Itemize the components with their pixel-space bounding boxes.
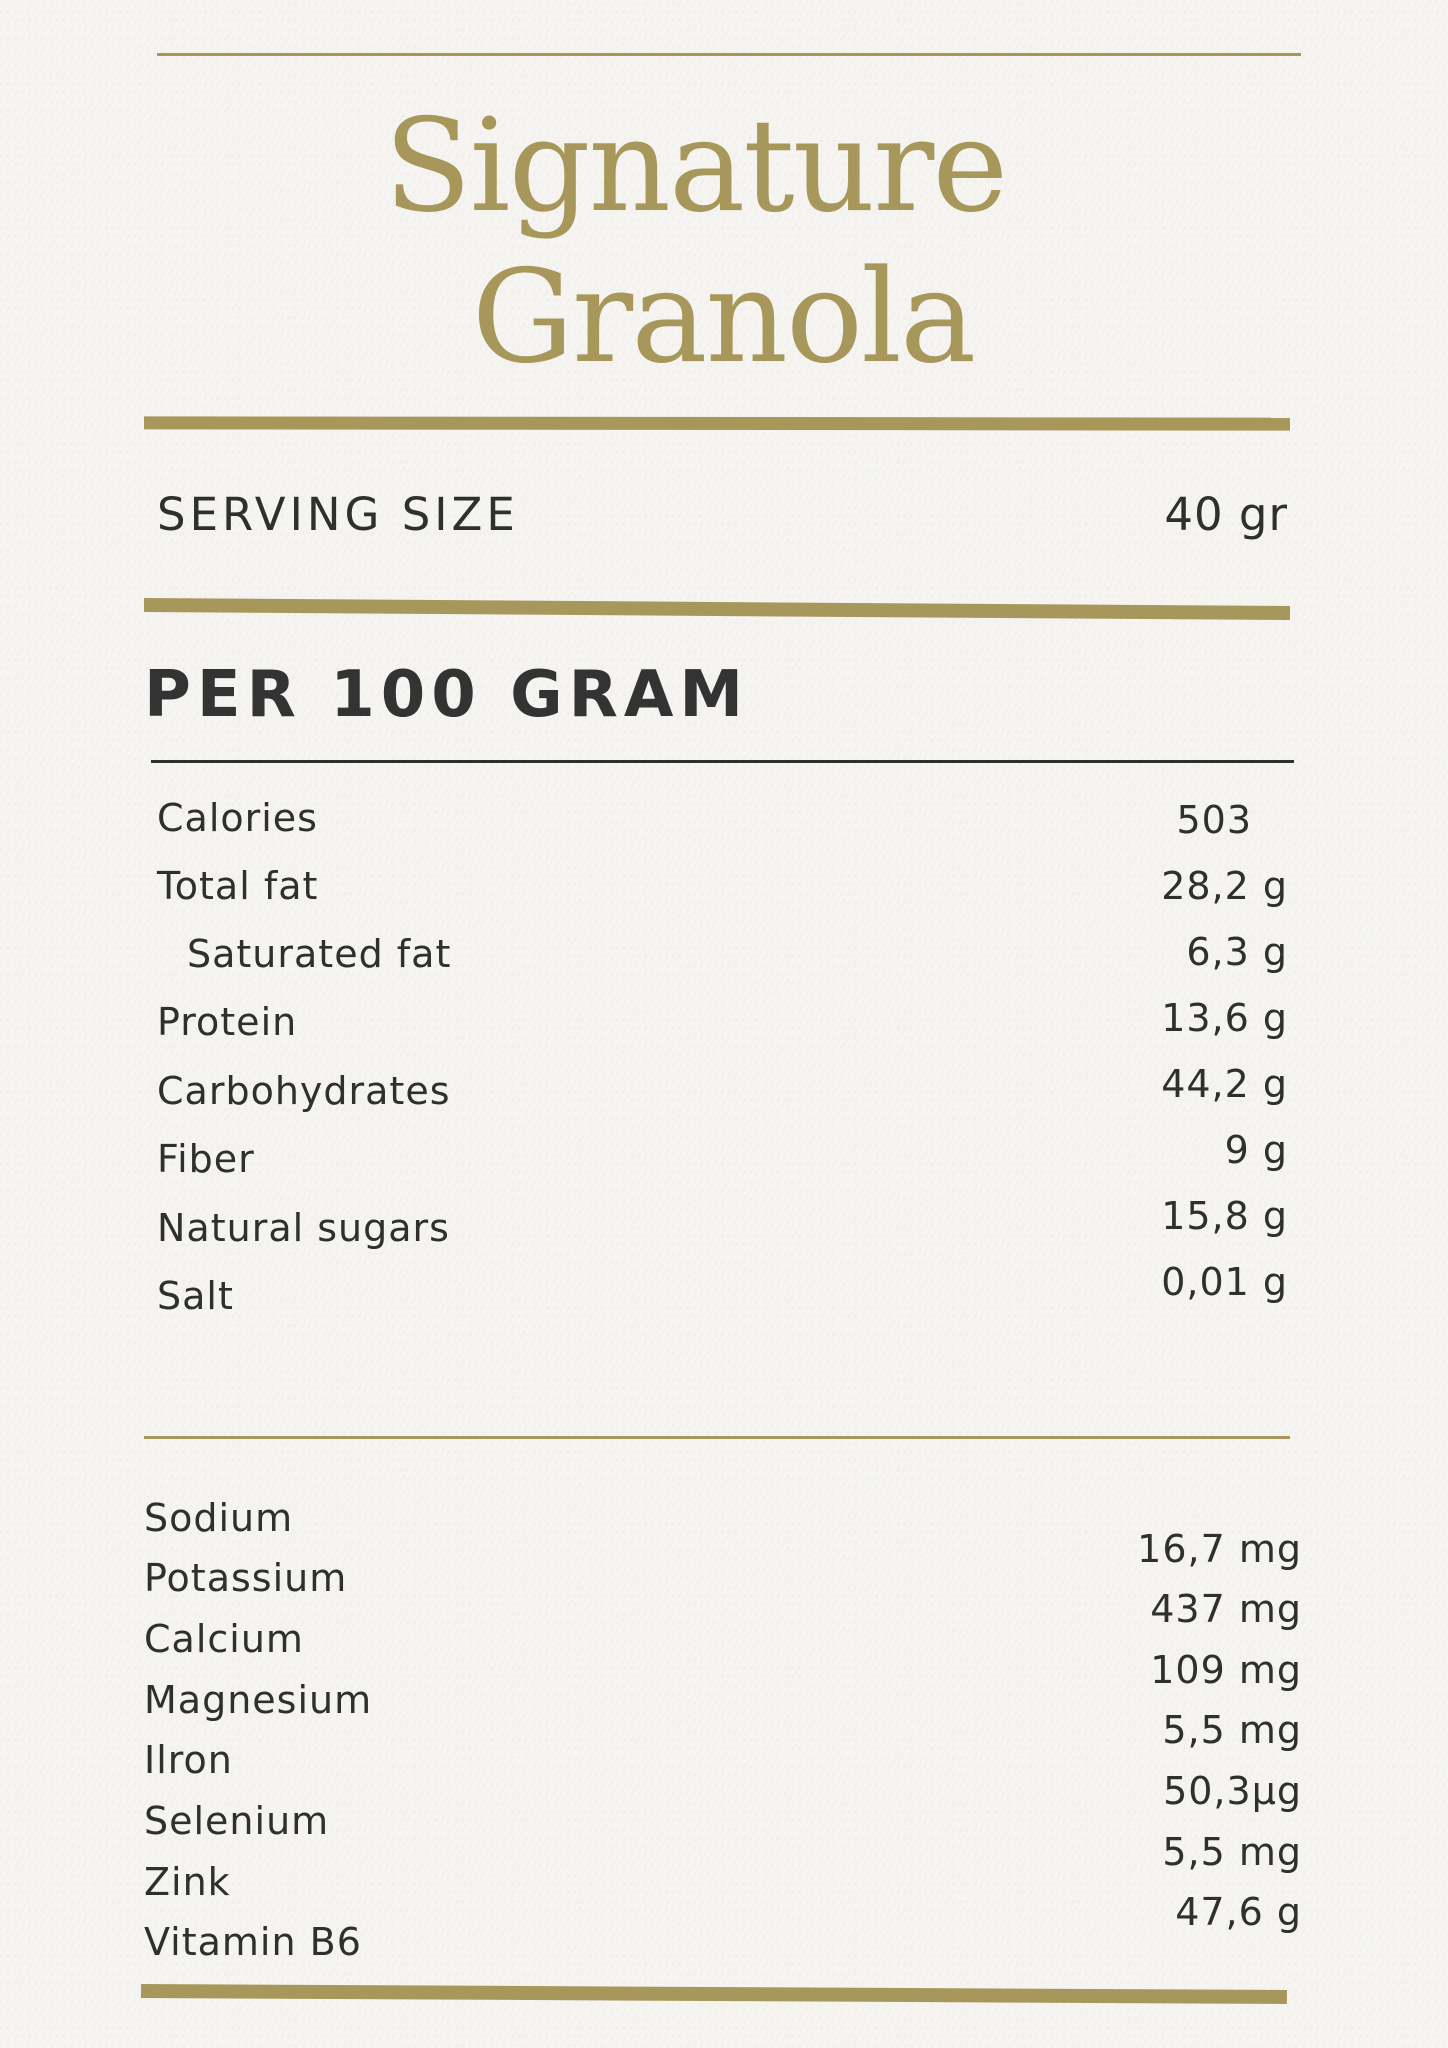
top-divider [157, 53, 1301, 56]
nutrient-value: 9 g [1224, 1128, 1288, 1172]
serving-size-label: SERVING SIZE [157, 488, 519, 541]
bottom-divider [141, 1984, 1287, 2004]
nutrient-value: 503 [1176, 798, 1252, 842]
nutrient-label: Natural sugars [157, 1206, 450, 1250]
mineral-value: 5,5 mg [1162, 1708, 1302, 1752]
nutrient-value: 15,8 g [1161, 1194, 1288, 1238]
nutrient-label: Protein [157, 1000, 298, 1044]
minerals-divider [144, 1436, 1290, 1439]
per-100-gram-heading: PER 100 GRAM [144, 658, 750, 732]
nutrient-value: 13,6 g [1161, 996, 1288, 1040]
title-divider [144, 416, 1290, 430]
mineral-label-calcium: Calcium [144, 1617, 304, 1661]
mineral-label-potassium: Potassium [144, 1556, 348, 1600]
mineral-value: 16,7 mg [1137, 1527, 1302, 1571]
nutrient-label: Carbohydrates [157, 1069, 451, 1113]
nutrient-value: 0,01 g [1161, 1260, 1288, 1304]
nutrient-value: 44,2 g [1161, 1062, 1288, 1106]
title-line-2: Granola [471, 243, 975, 392]
serving-size-value: 40 gr [1164, 488, 1288, 541]
mineral-label-zink: Zink [144, 1860, 231, 1904]
nutrient-label: Fiber [157, 1137, 255, 1181]
nutrient-label: Salt [157, 1274, 234, 1318]
mineral-value: 47,6 g [1175, 1890, 1302, 1934]
mineral-label-selenium: Selenium [144, 1799, 330, 1843]
nutrient-label: Calories [157, 796, 318, 840]
mineral-label-iron: Ilron [144, 1738, 233, 1782]
mineral-label-magnesium: Magnesium [144, 1678, 373, 1722]
title-line-1: Signature [383, 92, 1007, 241]
serving-divider [144, 598, 1290, 620]
mineral-label-vitamin-b6: Vitamin B6 [144, 1920, 362, 1964]
mineral-value: 437 mg [1150, 1587, 1302, 1631]
nutrient-header-divider [151, 760, 1294, 763]
mineral-value: 5,5 mg [1162, 1830, 1302, 1874]
nutrient-value: 28,2 g [1161, 864, 1288, 908]
nutrient-label: Total fat [157, 864, 319, 908]
nutrient-label: Saturated fat [187, 932, 452, 976]
mineral-value: 109 mg [1150, 1648, 1302, 1692]
nutrient-value: 6,3 g [1186, 930, 1288, 974]
mineral-value: 50,3µg [1163, 1769, 1302, 1813]
mineral-label-sodium: Sodium [144, 1496, 294, 1540]
